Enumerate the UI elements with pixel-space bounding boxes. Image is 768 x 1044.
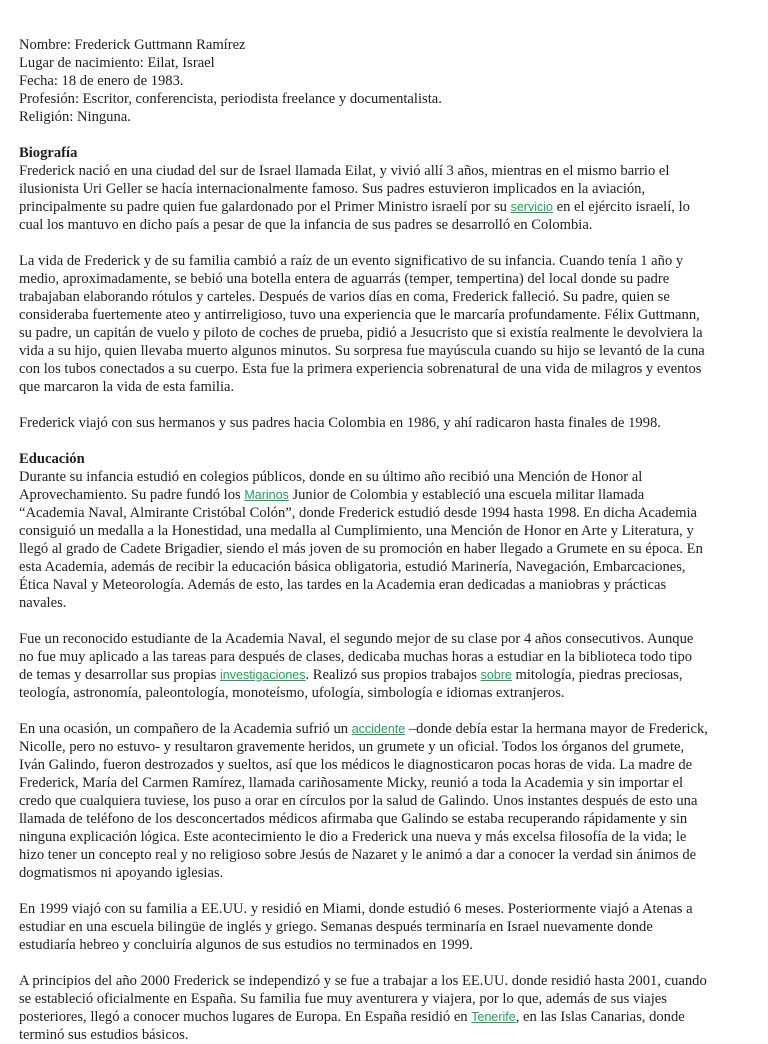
paragraph-line: Aprovechamiento. Su padre fundó los Marinos Junior de Colombia y estableció una escuela militar llamada: [19, 487, 645, 503]
paragraph-line: estudiar en una escuela bilingüe de inglés y griego. Semanas después terminaría en Israel nuevamente donde: [19, 919, 653, 935]
paragraph-line: esta Academia, además de recibir la educación básica obligatoria, estudió Marinería, Navegación, Embarcaciones,: [19, 559, 686, 575]
paragraph-line: principalmente su padre quien fue galardonado por el Primer Ministro israelí por su servicio en el ejército israelí, lo: [19, 199, 690, 215]
paragraph-line: que marcaron la vida de esta familia.: [19, 379, 235, 395]
paragraph-line: Frederick viajó con sus hermanos y sus padres hacia Colombia en 1986, y ahí radicaron hasta finales de 1998.: [19, 415, 661, 431]
paragraph-line: llamada de teléfono de los desconcertados médicos afirmaba que Galindo se estaba recuperando rápidamente y sin: [19, 811, 688, 827]
profile-date: Fecha: 18 de enero de 1983.: [19, 73, 184, 89]
biografia-section: [19, 144, 751, 234]
paragraph-line: su padre, un capitán de vuelo y piloto de coches de prueba, pidió a Jesucristo que si existía realmente le devolviera la: [19, 325, 703, 341]
paragraph-line: consiguió un medalla a la Honestidad, una medalla al Cumplimiento, una Mención de Honor en Arte y Literatura, y: [19, 523, 694, 539]
paragraph-line: terminó sus estudios básicos.: [19, 1027, 189, 1043]
paragraph-line: Frederick nació en una ciudad del sur de Israel llamada Eilat, y vivió allí 3 años, mientras en el mismo barrio el: [19, 163, 670, 179]
profile-profession: Profesión: Escritor, conferencista, periodista freelance y documentalista.: [19, 91, 442, 107]
educacion-paragraph-5: [19, 972, 751, 1044]
link-tenerife[interactable]: Tenerife: [471, 1010, 516, 1024]
paragraph-line: se estableció oficialmente en España. Su familia fue muy aventurera y viajera, por lo que, además de sus viajes: [19, 991, 667, 1007]
paragraph-line: cual los mantuvo en dicho país a pesar de que la infancia de sus padres se desarrolló en Colombia.: [19, 217, 593, 233]
biografia-paragraph-3: [19, 414, 751, 432]
link-servicio[interactable]: servicio: [510, 200, 553, 214]
profile-block: [19, 36, 751, 126]
paragraph-line: credo que cualquiera tuviese, los puso a orar en círculos por la salud de Galindo. Unos instantes después de esto una: [19, 793, 698, 809]
paragraph-line: A principios del año 2000 Frederick se independizó y se fue a trabajar a los EE.UU. donde residió hasta 2001, cuando: [19, 973, 707, 989]
paragraph-line: ninguna explicación lógica. Este acontecimiento le dio a Frederick una nueva y más excelsa filosofía de la vida; le: [19, 829, 687, 845]
paragraph-line: medio, aproximadamente, se bebió una botella entera de aguarrás (temper, tempertina) del local donde su padre: [19, 271, 670, 287]
paragraph-line: En 1999 viajó con su familia a EE.UU. y residió en Miami, donde estudió 6 meses. Posteriormente viajó a Atenas a: [19, 901, 693, 917]
paragraph-line: navales.: [19, 595, 67, 611]
paragraph-line: vida a su hijo, quien llevaba muerto algunos minutos. Su sorpresa fue mayúscula cuando su hijo se levantó de la cuna: [19, 343, 705, 359]
paragraph-line: no fue muy aplicado a las tareas para después de clases, dedicaba muchas horas a estudiar en la biblioteca todo tipo: [19, 649, 693, 665]
paragraph-line: Frederick, María del Carmen Ramírez, llamada cariñosamente Micky, reunió a toda la Academia y sin importar el: [19, 775, 684, 791]
paragraph-line: teología, astronomía, paleontología, monoteísmo, ufología, simbología e idiomas extranjeros.: [19, 685, 565, 701]
section-heading-educacion: Educación: [19, 451, 85, 467]
paragraph-line: Ética Naval y Meteorología. Además de esto, las tardes en la Academia eran dedicadas a maniobras y prácticas: [19, 577, 667, 593]
link-marinos[interactable]: Marinos: [244, 488, 289, 502]
link-accidente[interactable]: accidente: [351, 722, 406, 736]
paragraph-line: hizo tener un concepto real y no religioso sobre Jesús de Nazaret y le animó a dar a conocer la verdad sin ánimos de: [19, 847, 697, 863]
profile-birthplace: Lugar de nacimiento: Eilat, Israel: [19, 55, 215, 71]
paragraph-line: Nicolle, pero no estuvo- y resultaron gravemente heridos, un grumete y un oficial. Todos los órganos del grumete,: [19, 739, 685, 755]
paragraph-line: con los tubos conectados a su cuerpo. Esta fue la primera experiencia sobrenatural de una vida de milagros y eventos: [19, 361, 702, 377]
paragraph-line: dogmatismos ni apoyando iglesias.: [19, 865, 224, 881]
paragraph-line: Iván Galindo, fueron destrozados y sueltos, así que los médicos le diagnosticaron pocas horas de vida. La madre de: [19, 757, 693, 773]
educacion-paragraph-3: [19, 720, 751, 882]
paragraph-line: La vida de Frederick y de su familia cambió a raíz de un evento significativo de su infancia. Cuando tenía 1 año y: [19, 253, 684, 269]
document-body: [19, 36, 751, 1044]
paragraph-line: posteriores, llegó a conocer muchos lugares de Europa. En España residió en Tenerife, en las Islas Canarias, donde: [19, 1009, 685, 1025]
paragraph-line: trabajaban elaborando rótulos y carteles. Después de varios días en coma, Frederick falleció. Su padre, quien se: [19, 289, 670, 305]
link-sobre[interactable]: sobre: [480, 668, 512, 682]
paragraph-line: llegó al grado de Cadete Brigadier, siendo el más joven de su promoción en haber llegado a Grumete en su época. En: [19, 541, 703, 557]
educacion-section: [19, 450, 751, 612]
educacion-paragraph-4: [19, 900, 751, 954]
biografia-paragraph-2: [19, 252, 751, 396]
link-investigaciones[interactable]: investigaciones: [220, 668, 306, 682]
paragraph-line: consideraba fuertemente ateo y antirreligioso, tuvo una experiencia que le marcaría profundamente. Félix Guttmann,: [19, 307, 700, 323]
profile-religion: Religión: Ninguna.: [19, 109, 131, 125]
paragraph-line: Durante su infancia estudió en colegios públicos, donde en su último año recibió una Mención de Honor al: [19, 469, 643, 485]
profile-name: Nombre: Frederick Guttmann Ramírez: [19, 37, 246, 53]
paragraph-line: ilusionista Uri Geller se hacía internacionalmente famoso. Sus padres estuvieron implicados en la aviación,: [19, 181, 646, 197]
paragraph-line: estudiaría hebreo y concluiría algunos de sus estudios no terminados en 1999.: [19, 937, 473, 953]
paragraph-line: de temas y desarrollar sus propias investigaciones. Realizó sus propios trabajos sobre mitología, piedras preciosas,: [19, 667, 683, 683]
paragraph-line: “Academia Naval, Almirante Cristóbal Colón”, donde Frederick estudió desde 1994 hasta 1998. En dicha Academia: [19, 505, 698, 521]
paragraph-line: Fue un reconocido estudiante de la Academia Naval, el segundo mejor de su clase por 4 años consecutivos. Aunque: [19, 631, 694, 647]
section-heading-biografia: Biografía: [19, 145, 78, 161]
paragraph-line: En una ocasión, un compañero de la Academia sufrió un accidente –donde debía estar la hermana mayor de Frederick,: [19, 721, 708, 737]
educacion-paragraph-2: [19, 630, 751, 702]
